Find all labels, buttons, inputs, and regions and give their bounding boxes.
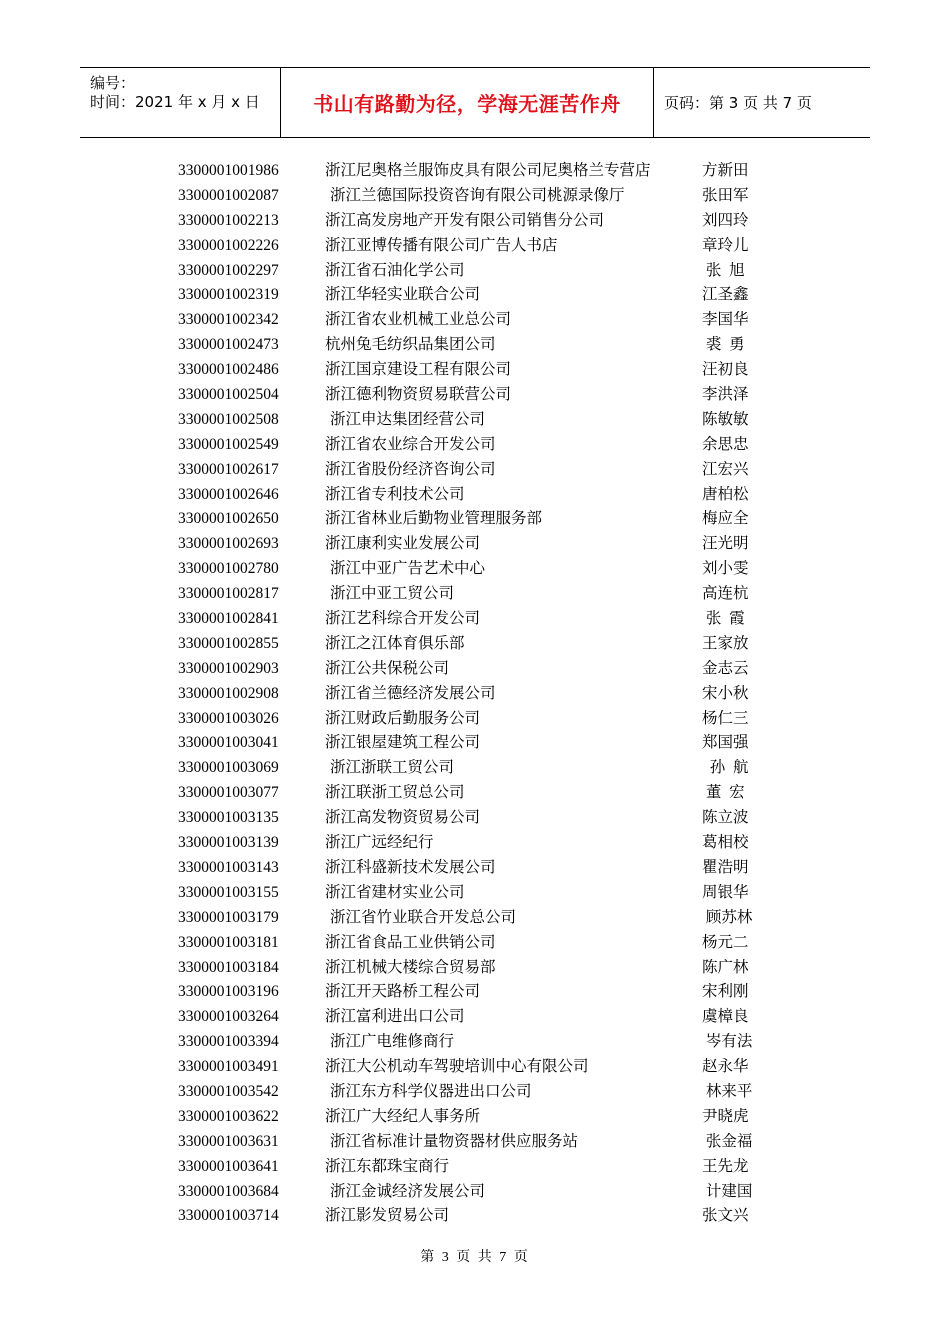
company-name: 浙江省农业综合开发公司: [325, 435, 496, 453]
legal-representative: 高连杭: [702, 585, 749, 603]
legal-representative: 张文兴: [702, 1207, 749, 1225]
company-name: 浙江省股份经济咨询公司: [325, 460, 496, 478]
legal-representative: 董 宏: [702, 784, 745, 802]
legal-representative: 杨仁三: [702, 709, 749, 727]
legal-representative: 江宏兴: [702, 460, 749, 478]
legal-representative: 张 霞: [702, 610, 745, 628]
registration-code: 3300001003542: [178, 1082, 279, 1100]
legal-representative: 陈广林: [702, 958, 749, 976]
registration-code: 3300001003077: [178, 784, 279, 802]
list-item: [0, 980, 950, 1005]
company-name: 浙江尼奥格兰服饰皮具有限公司尼奥格兰专营店: [325, 162, 651, 179]
company-name: 浙江艺科综合开发公司: [325, 610, 481, 628]
registration-code: 3300001003135: [178, 809, 279, 827]
list-item: [0, 433, 950, 458]
registration-code: 3300001002342: [178, 311, 279, 329]
company-name: 浙江浙联工贸公司: [330, 759, 455, 777]
legal-representative: 尹晓虎: [702, 1107, 749, 1125]
list-item: [0, 532, 950, 557]
legal-representative: 王家放: [702, 634, 749, 652]
legal-representative: 刘小雯: [702, 560, 749, 578]
company-name: 浙江申达集团经营公司: [330, 410, 486, 428]
registration-code: 3300001002504: [178, 386, 279, 404]
list-item: [0, 931, 950, 956]
list-item: [0, 1204, 950, 1229]
list-item: [0, 159, 950, 184]
list-item: [0, 582, 950, 607]
company-name: 浙江高发房地产开发有限公司销售分公司: [325, 211, 605, 229]
registration-code: 3300001003155: [178, 883, 279, 901]
registration-code: 3300001002617: [178, 460, 279, 478]
legal-representative: 周银华: [702, 883, 749, 901]
list-item: [0, 209, 950, 234]
list-item: [0, 781, 950, 806]
company-name: 浙江开天路桥工程公司: [325, 983, 481, 1001]
list-item: [0, 657, 950, 682]
registration-code: 3300001003041: [178, 734, 279, 752]
list-item: [0, 682, 950, 707]
list-item: [0, 259, 950, 284]
company-name: 浙江之江体育俱乐部: [325, 634, 465, 652]
list-item: [0, 1130, 950, 1155]
company-name: 浙江富利进出口公司: [325, 1008, 465, 1026]
legal-representative: 裘 勇: [702, 336, 745, 354]
header-page-number: 页码：第 3 页 共 7 页: [664, 94, 812, 112]
legal-representative: 章玲儿: [702, 236, 749, 254]
company-name: 浙江银屋建筑工程公司: [325, 734, 481, 752]
company-name: 浙江广大经纪人事务所: [325, 1107, 481, 1125]
registration-code: 3300001002213: [178, 211, 279, 229]
registration-code: 3300001003179: [178, 908, 279, 926]
list-item: [0, 806, 950, 831]
legal-representative: 宋利刚: [702, 983, 749, 1001]
registration-code: 3300001002297: [178, 261, 279, 279]
legal-representative: 孙 航: [702, 759, 749, 777]
company-name: 浙江机械大楼综合贸易部: [325, 958, 496, 976]
list-item: [0, 184, 950, 209]
legal-representative: 赵永华: [702, 1058, 749, 1076]
company-name: 浙江省石油化学公司: [325, 261, 465, 279]
company-name: 浙江省标准计量物资器材供应服务站: [330, 1132, 579, 1150]
registration-code: 3300001002087: [178, 186, 279, 204]
registration-code: 3300001002908: [178, 684, 279, 702]
registration-code: 3300001002903: [178, 659, 279, 677]
legal-representative: 汪初良: [702, 361, 749, 379]
header-motto-cell: [281, 68, 654, 137]
legal-representative: 虞樟良: [702, 1008, 749, 1026]
list-item: [0, 707, 950, 732]
company-name: 杭州兔毛纺织品集团公司: [325, 336, 496, 354]
registration-code: 3300001002650: [178, 510, 279, 528]
registration-code: 3300001003026: [178, 709, 279, 727]
list-item: [0, 731, 950, 756]
list-item: [0, 408, 950, 433]
document-time-label: 时间：2021 年 x 月 x 日: [90, 93, 260, 111]
registration-code: 3300001002508: [178, 410, 279, 428]
legal-representative: 葛相校: [702, 834, 749, 852]
list-item: [0, 831, 950, 856]
registration-code: 3300001003143: [178, 858, 279, 876]
company-name: 浙江广远经纪行: [325, 834, 434, 852]
list-item: [0, 283, 950, 308]
company-name: 浙江省竹业联合开发总公司: [330, 908, 517, 926]
registration-code: 3300001002473: [178, 336, 279, 354]
company-list: [0, 159, 950, 1229]
legal-representative: 唐柏松: [702, 485, 749, 503]
registration-code: 3300001002841: [178, 610, 279, 628]
page-header: [80, 67, 870, 138]
legal-representative: 梅应全: [702, 510, 749, 528]
company-name: 浙江中亚广告艺术中心: [330, 560, 486, 578]
header-page-cell: [654, 68, 870, 137]
legal-representative: 杨元二: [702, 933, 749, 951]
registration-code: 3300001003184: [178, 958, 279, 976]
list-item: [0, 1180, 950, 1205]
list-item: [0, 1055, 950, 1080]
legal-representative: 岑有法: [702, 1033, 753, 1051]
company-name: 浙江中亚工贸公司: [330, 585, 455, 603]
list-item: [0, 756, 950, 781]
company-name: 浙江省兰德经济发展公司: [325, 684, 496, 702]
registration-code: 3300001002226: [178, 236, 279, 254]
registration-code: 3300001003196: [178, 983, 279, 1001]
list-item: [0, 333, 950, 358]
registration-code: 3300001003069: [178, 759, 279, 777]
legal-representative: 李国华: [702, 311, 749, 329]
legal-representative: 张田军: [702, 186, 749, 204]
list-item: [0, 1005, 950, 1030]
legal-representative: 方新田: [702, 162, 749, 179]
list-item: [0, 1155, 950, 1180]
registration-code: 3300001003264: [178, 1008, 279, 1026]
company-name: 浙江德利物资贸易联营公司: [325, 386, 512, 404]
legal-representative: 汪光明: [702, 535, 749, 553]
list-item: [0, 1105, 950, 1130]
company-name: 浙江亚博传播有限公司广告人书店: [325, 236, 558, 254]
company-name: 浙江康利实业发展公司: [325, 535, 481, 553]
company-name: 浙江省专利技术公司: [325, 485, 465, 503]
registration-code: 3300001002855: [178, 634, 279, 652]
list-item: [0, 607, 950, 632]
registration-code: 3300001003631: [178, 1132, 279, 1150]
list-item: [0, 234, 950, 259]
registration-code: 3300001003491: [178, 1058, 279, 1076]
legal-representative: 张金福: [702, 1132, 753, 1150]
registration-code: 3300001002693: [178, 535, 279, 553]
page-footer: 第 3 页 共 7 页: [420, 1250, 530, 1265]
list-item: [0, 507, 950, 532]
legal-representative: 刘四玲: [702, 211, 749, 229]
list-item: [0, 881, 950, 906]
company-name: 浙江省建材实业公司: [325, 883, 465, 901]
company-name: 浙江高发物资贸易公司: [325, 809, 481, 827]
registration-code: 3300001002817: [178, 585, 279, 603]
registration-code: 3300001001986: [178, 162, 279, 179]
registration-code: 3300001003139: [178, 834, 279, 852]
legal-representative: 余思忠: [702, 435, 749, 453]
legal-representative: 陈敏敏: [702, 410, 749, 428]
registration-code: 3300001003641: [178, 1157, 279, 1175]
header-meta-cell: [80, 68, 281, 137]
company-name: 浙江科盛新技术发展公司: [325, 858, 496, 876]
legal-representative: 顾苏林: [702, 908, 753, 926]
legal-representative: 金志云: [702, 659, 749, 677]
list-item: [0, 483, 950, 508]
list-item: [0, 458, 950, 483]
list-item: [0, 308, 950, 333]
list-item: [0, 383, 950, 408]
legal-representative: 郑国强: [702, 734, 749, 752]
registration-code: 3300001002646: [178, 485, 279, 503]
list-item: [0, 632, 950, 657]
registration-code: 3300001003684: [178, 1182, 279, 1200]
legal-representative: 王先龙: [702, 1157, 749, 1175]
registration-code: 3300001002780: [178, 560, 279, 578]
company-name: 浙江国京建设工程有限公司: [325, 361, 512, 379]
company-name: 浙江金诚经济发展公司: [330, 1182, 486, 1200]
list-item: [0, 358, 950, 383]
company-name: 浙江东方科学仪器进出口公司: [330, 1082, 532, 1100]
company-name: 浙江省农业机械工业总公司: [325, 311, 512, 329]
list-item: [0, 906, 950, 931]
legal-representative: 江圣鑫: [702, 286, 749, 304]
registration-code: 3300001002319: [178, 286, 279, 304]
company-name: 浙江公共保税公司: [325, 659, 450, 677]
registration-code: 3300001003622: [178, 1107, 279, 1125]
legal-representative: 李洪泽: [702, 386, 749, 404]
registration-code: 3300001003714: [178, 1207, 279, 1225]
company-name: 浙江大公机动车驾驶培训中心有限公司: [325, 1058, 589, 1076]
company-name: 浙江华轻实业联合公司: [325, 286, 481, 304]
list-item: [0, 1030, 950, 1055]
list-item: [0, 1080, 950, 1105]
registration-code: 3300001002549: [178, 435, 279, 453]
legal-representative: 陈立波: [702, 809, 749, 827]
company-name: 浙江广电维修商行: [330, 1033, 455, 1051]
company-name: 浙江兰德国际投资咨询有限公司桃源录像厅: [330, 186, 625, 204]
list-item: [0, 557, 950, 582]
company-name: 浙江东都珠宝商行: [325, 1157, 450, 1175]
legal-representative: 林来平: [702, 1082, 753, 1100]
registration-code: 3300001002486: [178, 361, 279, 379]
company-name: 浙江联浙工贸总公司: [325, 784, 465, 802]
company-name: 浙江影发贸易公司: [325, 1207, 450, 1225]
company-name: 浙江省食品工业供销公司: [325, 933, 496, 951]
document-number-label: 编号：: [90, 74, 136, 92]
registration-code: 3300001003181: [178, 933, 279, 951]
legal-representative: 瞿浩明: [702, 858, 749, 876]
legal-representative: 宋小秋: [702, 684, 749, 702]
legal-representative: 计建国: [702, 1182, 753, 1200]
legal-representative: 张 旭: [702, 261, 745, 279]
list-item: [0, 956, 950, 981]
registration-code: 3300001003394: [178, 1033, 279, 1051]
company-name: 浙江省林业后勤物业管理服务部: [325, 510, 543, 528]
header-motto: 书山有路勤为径，学海无涯苦作舟: [313, 92, 621, 116]
company-name: 浙江财政后勤服务公司: [325, 709, 481, 727]
list-item: [0, 856, 950, 881]
